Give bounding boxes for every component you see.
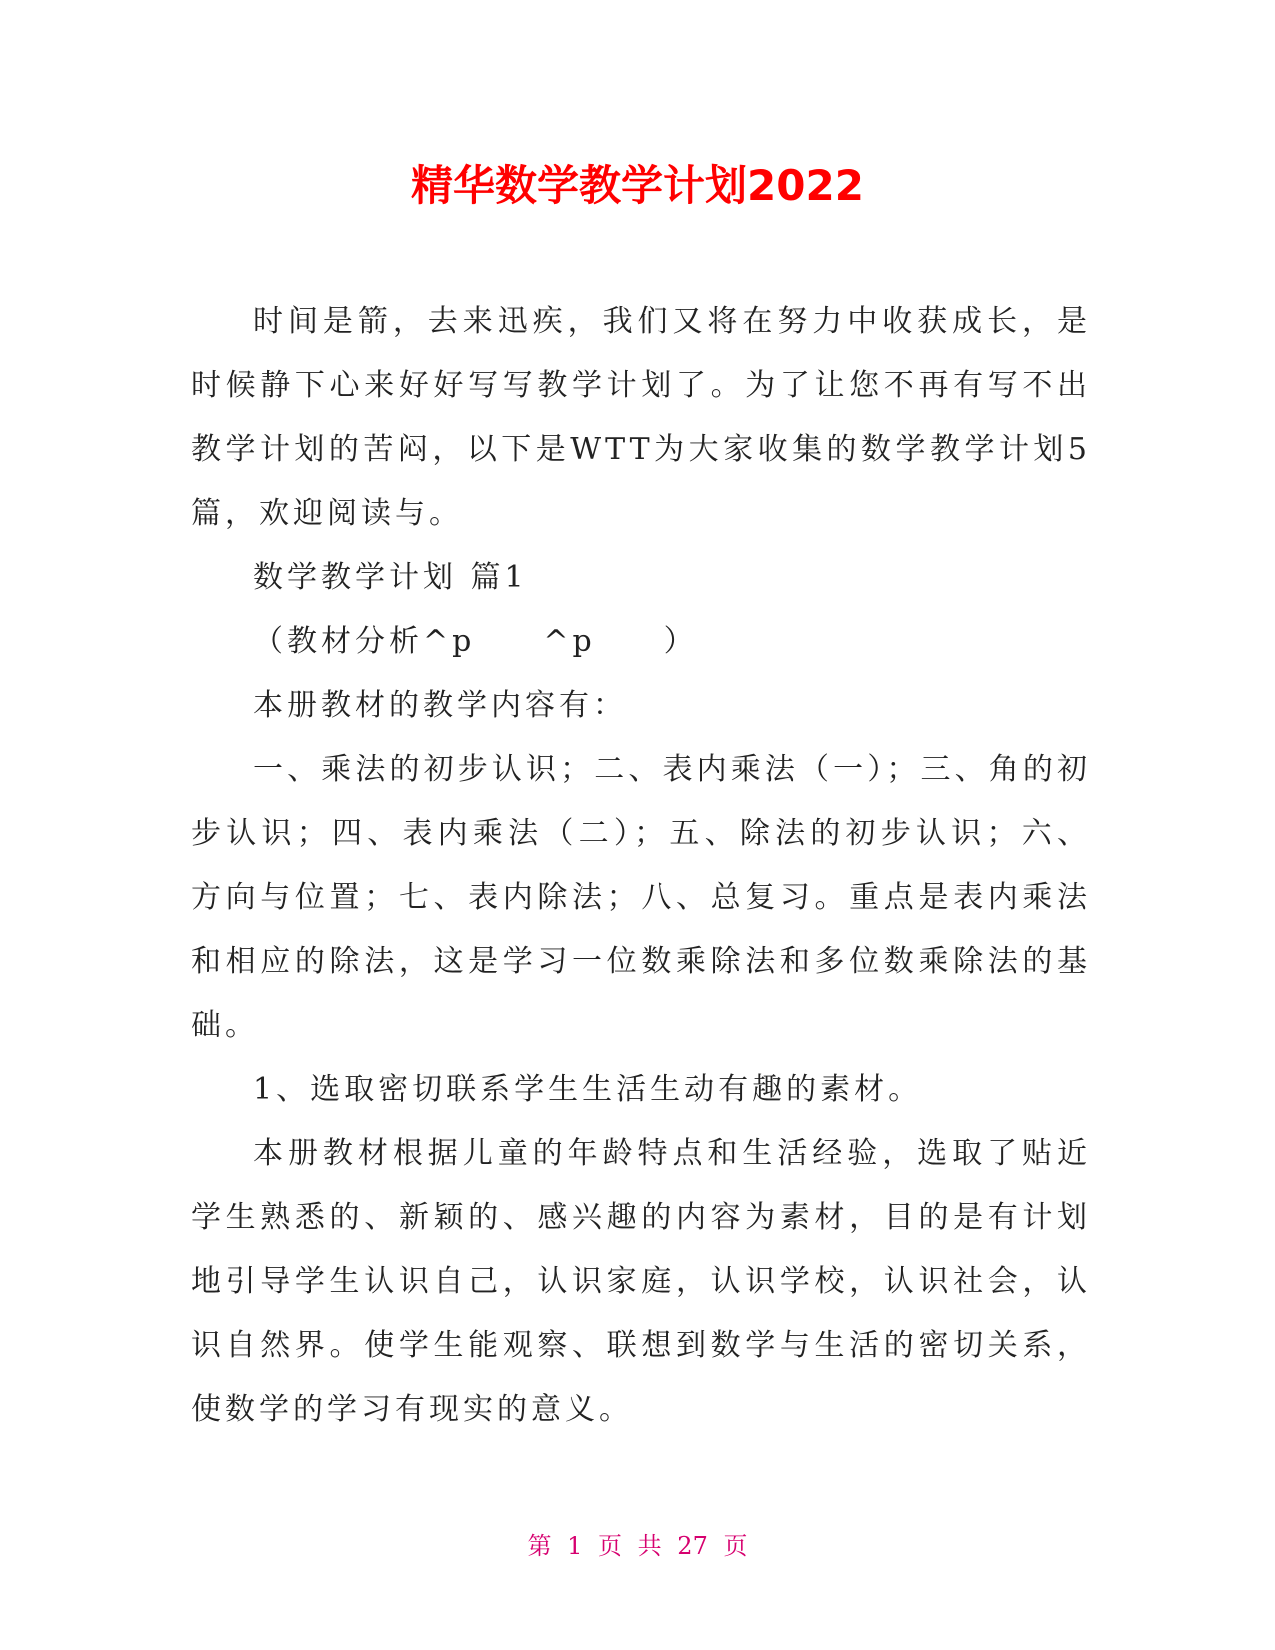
- paragraph-content-intro: 本册教材的教学内容有：: [253, 688, 627, 723]
- paragraph-analysis-label: （教材分析^p ^p ）: [253, 624, 698, 659]
- page-footer: 第 1 页 共 27 页: [527, 1532, 748, 1560]
- paragraph-content-list: 一、乘法的初步认识；二、表内乘法（一）；三、角的初步认识；四、表内乘法（二）；五、除法的初步认识；六、方向与位置；七、表内除法；八、总复习。重点是表内乘法和相应的除法，这是学习一位数乘除法和多位数乘除法的基础。: [191, 752, 1091, 1043]
- document-title: 精华数学教学计划2022: [411, 161, 864, 210]
- paragraph-point-1-detail: 本册教材根据儿童的年龄特点和生活经验，选取了贴近学生熟悉的、新颖的、感兴趣的内容为素材，目的是有计划地引导学生认识自己，认识家庭，认识学校，认识社会，认识自然界。使学生能观察、联想到数学与生活的密切关系，使数学的学习有现实的意义。: [191, 1136, 1091, 1427]
- section-heading: 数学教学计划 篇1: [253, 560, 528, 595]
- paragraph-point-1: 1、选取密切联系学生生活生动有趣的素材。: [253, 1072, 923, 1107]
- document-body: [191, 290, 1091, 1442]
- paragraph-intro: 时间是箭，去来迅疾，我们又将在努力中收获成长，是时候静下心来好好写写教学计划了。为了让您不再有写不出教学计划的苦闷，以下是WTT为大家收集的数学教学计划5篇，欢迎阅读与。: [191, 304, 1091, 531]
